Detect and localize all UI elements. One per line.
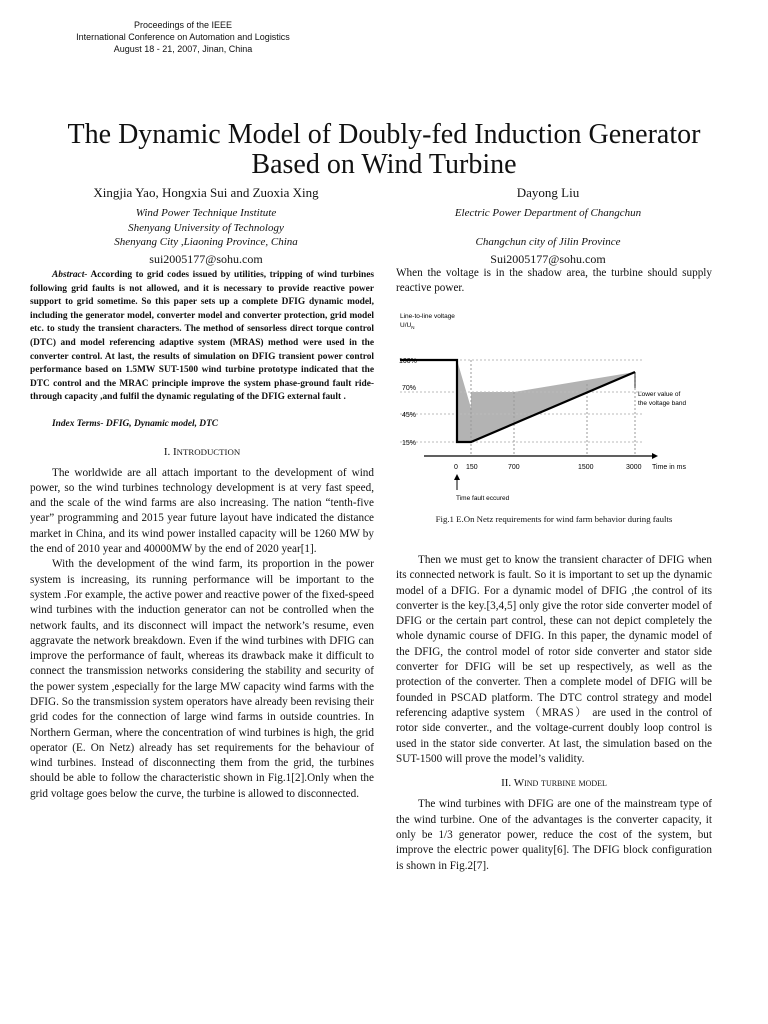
- affiliation-left-3: Shenyang City ,Liaoning Province, China: [114, 236, 298, 248]
- band-label-line1: Lower value of: [638, 391, 681, 398]
- affiliation-right-2: Changchun city of Jilin Province: [475, 236, 621, 248]
- intro-paragraph-1: The worldwide are all attach important to the development of wind power, so the wind turbines technology development is at very fast speed, and the scale of the wind farms are also increasing. The nation “tenth-five year” programming and 2015 year future layout have indicated the distance market in China, and its wind power installed capacity will be 1260 MW by the end of 2010 year and 40000MW by the end of 2020 year[1].: [30, 466, 374, 556]
- index-terms: Index Terms- DFIG, Dynamic model, DTC: [52, 418, 219, 429]
- xtick-150: 150: [466, 464, 478, 471]
- fault-label: Time fault eccured: [456, 495, 510, 502]
- section-heading-wind-turbine-model: [396, 776, 712, 791]
- abstract-text: According to grid codes issued by utilities, tripping of wind turbines following grid faults is not allowed, and it is necessary to provide reactive power support to grid sometime. So this paper sets up a complete DFIG dynamic model, including the generator model, converter model and converter protection, grid model etc. to study the transient characters. The method of sensorless direct torque control (DTC) and model referencing adaptive system (MRAS) method were used in the converter control. At last, the results of simulation on DFIG transient power control performance based on 1.5MW SUT-1500 wind turbine prototype indicated that the DTC control and the MRAC principle improve the system phase-ground fault ride-through capacity ,and fulfil the dynamic regulating of the DFIG external fault .: [30, 270, 374, 403]
- xtick-1500: 1500: [578, 464, 594, 471]
- section-title-rest: NTRODUCTION: [176, 446, 241, 457]
- authors-left: Xingjia Yao, Hongxia Sui and Zuoxia Xing: [93, 185, 319, 200]
- authors-right: Dayong Liu: [516, 185, 580, 200]
- abstract-label: Abstract-: [52, 270, 88, 280]
- xtick-3000: 3000: [626, 464, 642, 471]
- figure-1-chart: [394, 304, 714, 504]
- right-paragraph-0: When the voltage is in the shadow area, the turbine should supply reactive power.: [396, 267, 712, 295]
- figure-1-caption: Fig.1 E.On Netz requirements for wind farm behavior during faults: [435, 514, 673, 524]
- ytick-45: 45%: [402, 412, 417, 419]
- conference-title-line: International Conference on Automation and Logistics: [76, 32, 290, 42]
- ytick-70: 70%: [402, 385, 417, 392]
- conference-name-line: Proceedings of the IEEE: [133, 20, 233, 30]
- y-axis-label-line1: Line-to-line voltage: [400, 313, 455, 320]
- right-paragraph-1: Then we must get to know the transient character of DFIG when its connected network is fault. So it is important to set up the dynamic model of a DFIG. For a dynamic model of DFIG ,the control of its converter is the key.[3,4,5] only give the rotor side converter model of DFIG or the certain part control, these can not depict completely the whole dynamic course of DFIG. In this paper, the dynamic model of the DFIG, the control model of rotor side converter and stator side converter for DFIG will be set up respectively, as well as the protection of the converter. Then a complete model of DFIG will be founded in PSCAD platform. The DTC control strategy and model referencing adaptive system （MRAS） are used in the control of rotor side converter., and the voltage-current doubly loop control is used in the stator side converter. At last, the simulation based on the SUT-1500 will prove the model’s validity.: [396, 554, 712, 765]
- band-label-line2: the voltage band: [638, 400, 687, 407]
- xtick-0: 0: [454, 464, 458, 471]
- ytick-100: 100%: [399, 358, 417, 365]
- abstract: [30, 269, 374, 405]
- email-left: sui2005177@sohu.com: [149, 252, 263, 266]
- section-title-initial: I: [172, 445, 177, 458]
- paper-title-line2: Based on Wind Turbine: [251, 149, 517, 180]
- affiliation-right-1: Electric Power Department of Changchun: [454, 207, 642, 219]
- affiliation-left-1: Wind Power Technique Institute: [135, 207, 277, 219]
- section-2-title: II. Wind turbine model: [501, 777, 607, 790]
- right-column-body: [396, 553, 712, 874]
- conference-date-line: August 18 - 21, 2007, Jinan, China: [113, 44, 253, 54]
- intro-paragraph-2: With the development of the wind farm, its proportion in the power system is increasing, its running performance will be important to the system .For example, the active power and reactive power of the fixed-speed wind turbines with the induction generator can not be controlled when the network faults, and its disconnect will impact the network’s resume, even aggravate the network breakdown. Even if the wind turbines with DFIG can improve the performance of fault, whereas its drawback make it difficult to connect the transmission networks considering the stability and security of the power system ,especially for the large MW capacity wind farms with the DFIG. So the transmission system operators have already been revising their grid codes for the connection of large wind farms in outside countries. In Northern German, where the concentration of wind turbines is high, the grid operator (E. On Netz) already has set requirements for the behaviour of wind turbines. Instead of disconnecting them from the grid, the turbines should be able to follow the characteristic shown in Fig.1[2].Only when the grid voltage goes below the curve, the turbine is allowed to disconnected.: [30, 558, 374, 800]
- paper-title-line1: The Dynamic Model of Doubly-fed Induction Generator: [67, 119, 701, 150]
- left-column: [30, 269, 374, 802]
- ytick-15: 15%: [402, 440, 417, 447]
- section-heading-introduction: [30, 446, 374, 458]
- section-number: I.: [163, 445, 173, 458]
- email-right: Sui2005177@sohu.com: [490, 252, 606, 266]
- xtick-700: 700: [508, 464, 520, 471]
- affiliation-left-2: Shenyang University of Technology: [128, 222, 284, 234]
- x-axis-label: Time in ms: [652, 464, 686, 471]
- right-paragraph-2: The wind turbines with DFIG are one of the mainstream type of the wind turbine. One of the advantages is the converter capacity, it only be 1/3 generator power, reduce the cost of the system, but improve the electric power quality[6]. The DFIG block configuration is shown in Fig.2[7].: [396, 798, 712, 872]
- y-axis-label-line2: $U/U_N$: [400, 322, 415, 330]
- right-column-top-text: [396, 266, 712, 297]
